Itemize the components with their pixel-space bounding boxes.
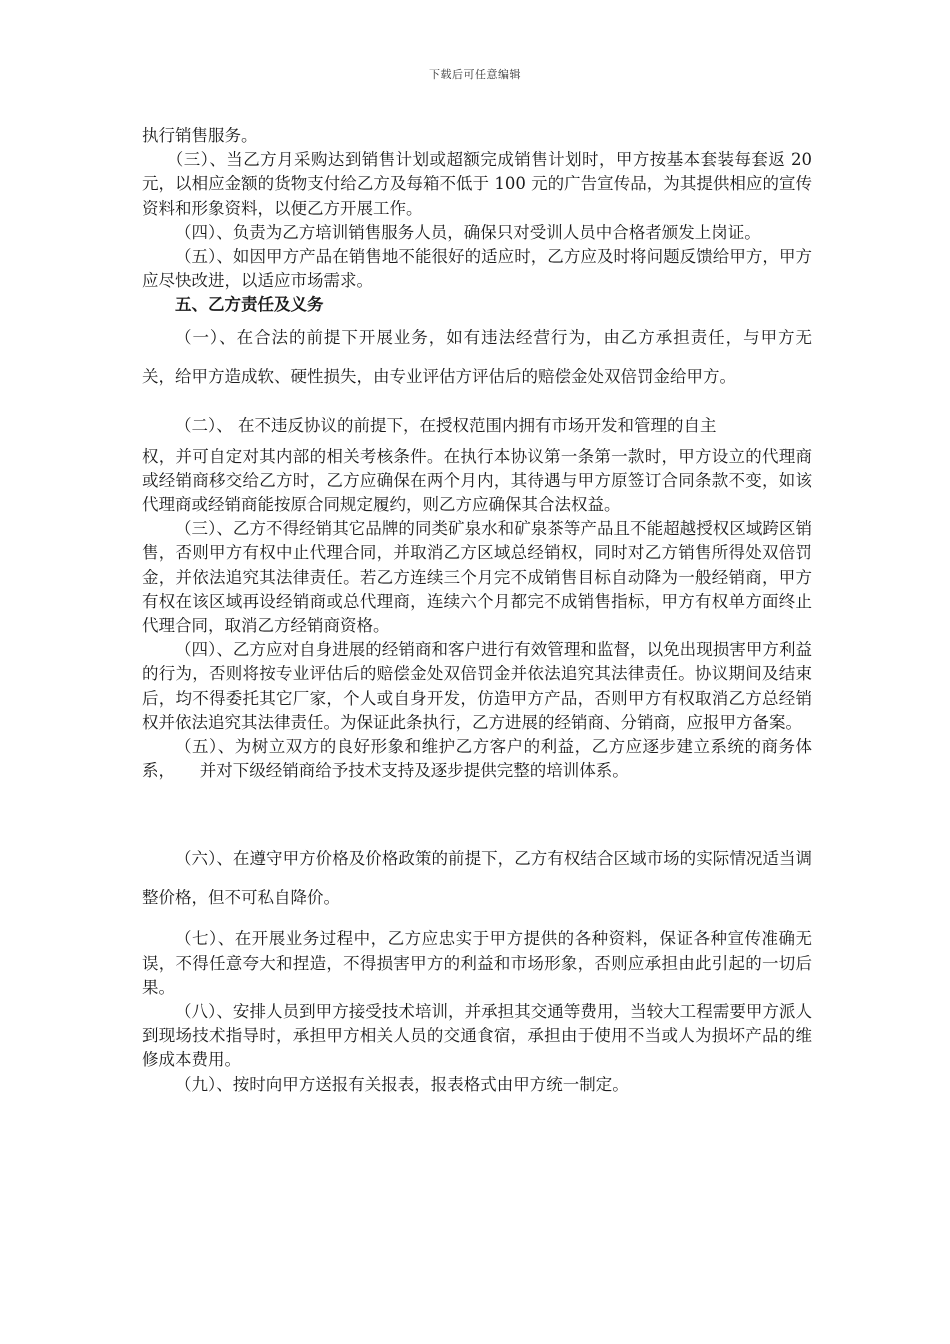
paragraph-item-5-2-rest: 权，并可自定对其内部的相关考核条件。在执行本协议第一条第一款时，甲方设立的代理商或经销商移交给乙方时，乙方应确保在两个月内，其待遇与甲方原签订合同条款不变，如该代理商或经销商能按原合同规定履约，则乙方应确保其合法权益。 <box>142 446 812 515</box>
paragraph-item-5-4: （四）、乙方应对自身进展的经销商和客户进行有效管理和监督，以免出现损害甲方利益的行为，否则将按专业评估后的赔偿金处双倍罚金并依法追究其法律责任。协议期间及结束后，均不得委托其它厂家，个人或自身开发，仿造甲方产品，否则甲方有权取消乙方总经销权并依法追究其法律责任。为保证此条执行，乙方进展的经销商、分销商，应报甲方备案。 <box>142 640 812 732</box>
paragraph-item-4-4: （四）、负责为乙方培训销售服务人员，确保只对受训人员中合格者颁发上岗证。 <box>175 222 761 242</box>
section-heading-5: 五、乙方责任及义务 <box>175 295 324 315</box>
page-header: 下载后可任意编辑 <box>429 68 521 81</box>
paragraph-item-5-9: （九）、按时向甲方送报有关报表，报表格式由甲方统一制定。 <box>175 1074 629 1094</box>
paragraph-item-4-3: （三）、当乙方月采购达到销售计划或超额完成销售计划时，甲方按基本套装每套返 20 元，以相应金额的货物支付给乙方及每箱不低于 100 元的广告宣传品，为其提供相应的宣传资料和形象资料，以便乙方开展工作。 <box>142 150 812 218</box>
paragraph-item-5-8: （八）、安排人员到甲方接受技术培训，并承担其交通等费用，当较大工程需要甲方派人到现场技术指导时，承担甲方相关人员的交通食宿，承担由于使用不当或人为损坏产品的维修成本费用。 <box>142 1002 812 1070</box>
paragraph-item-4-5: （五）、如因甲方产品在销售地不能很好的适应时，乙方应及时将问题反馈给甲方，甲方应尽快改进，以适应市场需求。 <box>142 247 812 291</box>
paragraph-item-5-2-line1: （二）、 在不违反协议的前提下，在授权范围内拥有市场开发和管理的自主 <box>175 415 717 435</box>
paragraph-item-5-6: （六）、在遵守甲方价格及价格政策的前提下，乙方有权结合区域市场的实际情况适当调整价格，但不可私自降价。 <box>142 849 812 908</box>
paragraph-item-5-7: （七）、在开展业务过程中，乙方应忠实于甲方提供的各种资料，保证各种宣传准确无误，不得任意夸大和捏造，不得损害甲方的利益和市场形象，否则应承担由此引起的一切后果。 <box>142 929 812 997</box>
paragraph-item-5-1: （一）、在合法的前提下开展业务，如有违法经营行为，由乙方承担责任，与甲方无 关，给甲方造成软、硬性损失，由专业评估方评估后的赔偿金处双倍罚金给甲方。 <box>142 327 812 386</box>
paragraph-continuation: 执行销售服务。 <box>142 126 258 145</box>
paragraph-item-5-5: （五）、为树立双方的良好形象和维护乙方客户的利益，乙方应逐步建立系统的商务体系， 并对下级经销商给予技术支持及逐步提供完整的培训体系。 <box>142 737 812 781</box>
paragraph-item-5-3: （三）、乙方不得经销其它品牌的同类矿泉水和矿泉茶等产品且不能超越授权区域跨区销售，否则甲方有权中止代理合同，并取消乙方区域总经销权，同时对乙方销售所得处双倍罚金，并依法追究其法律责任。若乙方连续三个月完不成销售目标自动降为一般经销商，甲方有权在该区域再设经销商或总代理商，连续六个月都完不成销售指标，甲方有权单方面终止代理合同，取消乙方经销商资格。 <box>142 519 812 636</box>
document-body <box>142 124 812 1097</box>
